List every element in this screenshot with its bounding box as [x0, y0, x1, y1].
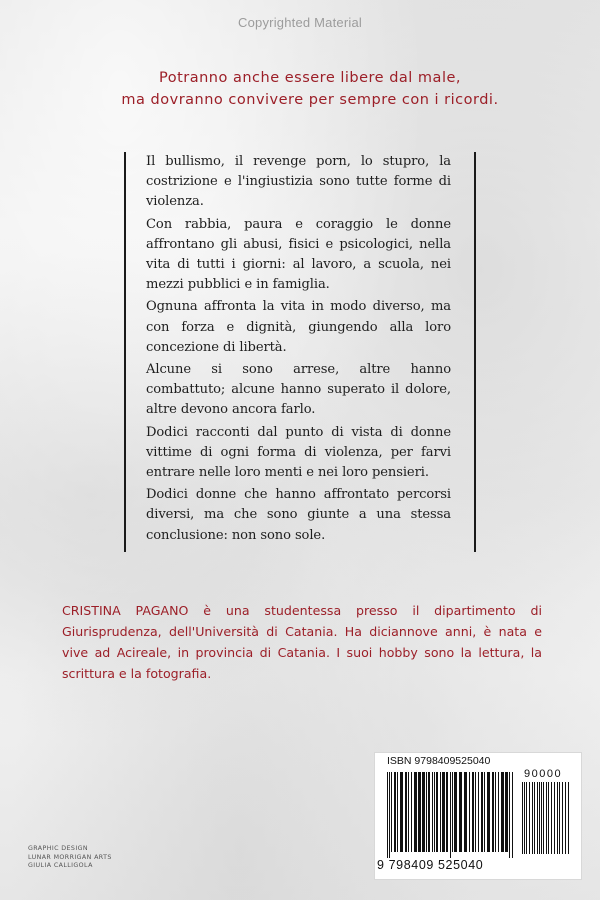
blurb-text [146, 152, 451, 548]
author-bio: CRISTINA PAGANO è una studentessa presso il dipartimento di Giurisprudenza, dell'Università di Catania. Ha diciannove anni, è nata e vive ad Acireale, in provincia di Catania. I suoi hobby sono la lettura, la scrittura e la fotografia. [62, 603, 542, 681]
isbn-barcode [374, 752, 582, 880]
addon-bars [521, 782, 570, 860]
blurb-paragraph: Dodici racconti dal punto di vista di donne vittime di ogni forma di violenza, per farvi entrare nelle loro menti e nei loro pensieri. [146, 424, 451, 481]
tagline-line-1: Potranno anche essere libere dal male, [158, 70, 462, 86]
credits-line: LUNAR MORRIGAN ARTS [28, 853, 112, 861]
isbn-label: ISBN 9798409525040 [387, 755, 491, 767]
blurb-paragraph: Ognuna affronta la vita in modo diverso, ma con forza e dignità, giungendo alla loro concezione di libertà. [146, 299, 451, 355]
credits-line: GRAPHIC DESIGN [28, 845, 88, 852]
tagline-line-2: ma dovranno convivere per sempre con i ricordi. [121, 92, 499, 108]
tagline [60, 67, 560, 111]
price-addon-digits: 90000 [524, 768, 563, 780]
blurb-paragraph: Dodici donne che hanno affrontato percorsi diversi, ma che sono giunte a una stessa conclusione: non sono sole. [146, 487, 451, 543]
blurb-paragraph: Con rabbia, paura e coraggio le donne affrontano gli abusi, fisici e psicologici, nella vita di tutti i giorni: al lavoro, a scuola, nei mezzi pubblici e in famiglia. [146, 216, 451, 293]
blurb-paragraph: Il bullismo, il revenge porn, lo stupro, la costrizione e l'ingiustizia sono tutte forme di violenza. [146, 154, 451, 210]
right-vertical-rule [474, 152, 476, 552]
design-credits [28, 845, 112, 871]
barcode-digits: 9 798409 525040 [377, 858, 484, 872]
credits-line: GIULIA CALLIGOLA [28, 862, 93, 870]
copyright-watermark: Copyrighted Material [238, 15, 362, 30]
left-vertical-rule [124, 152, 126, 552]
ean13-bars [386, 772, 514, 858]
blurb-paragraph: Alcune si sono arrese, altre hanno combattuto; alcune hanno superato il dolore, altre devono ancora farlo. [146, 362, 451, 418]
blurb-frame [124, 152, 476, 552]
